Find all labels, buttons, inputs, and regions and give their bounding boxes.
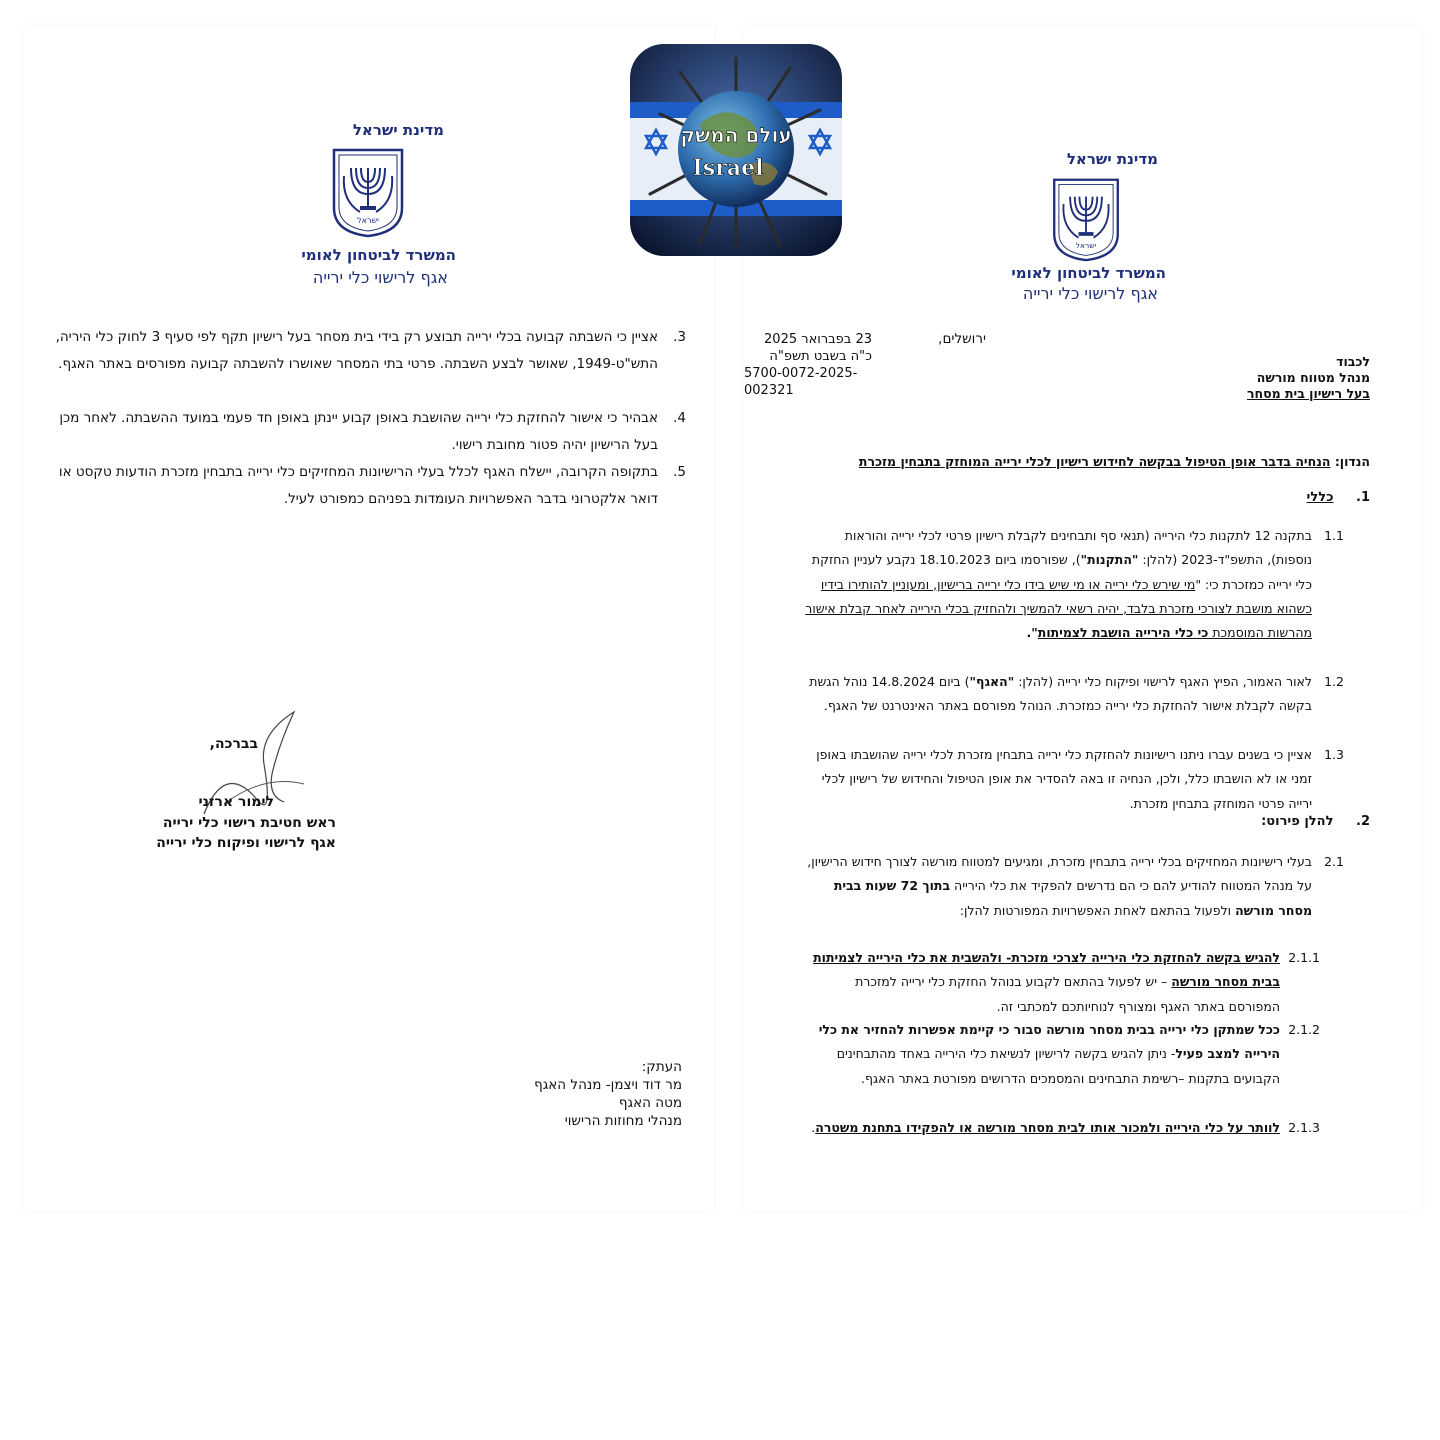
section-heading: 1. כללי bbox=[1306, 490, 1370, 505]
cc-line: מנהלי מחוזות הרישוי bbox=[564, 1113, 682, 1129]
section-heading: 2. להלן פירוט: bbox=[1261, 814, 1370, 829]
list-item: 1.3 אציין כי בשנים עברו ניתנו רישיונות להחזקת כלי ירייה בתבחין מזכרת לכלי ירייה שהושבתו באופן זמני או לא הושבתו כלל, ולכן, הנחיה זו באה להסדיר את אופן הטיפול והחידוש של רישיון לכלי ירייה פרטי המוחזק בתבחין מזכרת. bbox=[816, 747, 1344, 811]
logo-hebrew-text: עולם המשק bbox=[680, 123, 792, 147]
cc-line: מטה האגף bbox=[618, 1095, 682, 1111]
reference-number: 5700-0072-2025-002321 bbox=[744, 366, 858, 398]
cc-line: מר דוד ויצמן- מנהל האגף bbox=[534, 1077, 682, 1093]
list-item: 2.1 בעלי רישיונות המחזיקים בכלי ירייה בתבחין מזכרת, ומגיעים למטווח מורשה לצורך חידוש הרישיון, על מנהל המטווח להודיע להם כי הם נדרשים להפקיד את כלי הירייה בתוך 72 שעות בבית מסחר מורשה ולפעול בהתאם לאחת האפשרויות המפורטות להלן: bbox=[807, 854, 1344, 918]
list-item: 3. אציין כי השבתה קבועה בכלי ירייה תבוצע רק בידי בית מסחר בעל רישיון תקף לפי סעיף 3 לחוק כלי היריה, התש"ט-1949, שאושר לבצע השבתה. פרטי בתי המסחר שאושרו להשבתה קבועה מפורסים באתר האגף. bbox=[55, 329, 686, 372]
date-hebrew: כ"ה בשבט תשפ"ה bbox=[769, 349, 872, 364]
list-item: 2.1.3 לוותר על כלי הירייה ולמכור אותו לבית מסחר מורשה או להפקידו בתחנת משטרה. bbox=[811, 1120, 1320, 1135]
emblem-caption: ישראל bbox=[1075, 240, 1097, 250]
emblem-caption: ישראל bbox=[357, 216, 379, 225]
state-name: מדינת ישראל bbox=[1066, 150, 1158, 168]
letter-page-2 bbox=[24, 28, 714, 1210]
ministry-name: המשרד לביטחון לאומי bbox=[301, 246, 456, 264]
logo-latin-text: Israel bbox=[692, 155, 764, 181]
state-emblem-icon bbox=[330, 146, 406, 238]
state-emblem-icon bbox=[1050, 176, 1122, 262]
date-gregorian: 23 בפברואר 2025 bbox=[764, 332, 872, 347]
subject-label: הנדון: bbox=[1334, 454, 1370, 469]
signer-department: אגף לרישוי ופיקוח כלי ירייה bbox=[156, 835, 336, 851]
list-item: 2.1.2 ככל שמתקן כלי ירייה בבית מסחר מורשה סבור כי קיימת אפשרות להחזיר את כלי הירייה למצב פעיל- ניתן להגיש בקשה לרישיון לנשיאת כלי הירייה באחד מהתבחינים הקבועים בתקנות –רשימת התבחינים והמסמכים הדרושים מפורטת באתר האגף. bbox=[818, 1022, 1320, 1086]
list-item: 2.1.1 להגיש בקשה להחזקת כלי הירייה לצרכי מזכרת- ולהשבית את כלי הירייה לצמיתות בבית מסחר מורשה – יש לפעול בהתאם לקבוע בנוהל החזקת כלי ירייה למזכרת המפורסם באתר האגף ומצורף לנוחיותכם למכתבי זה. bbox=[813, 950, 1320, 1014]
signer-title: ראש חטיבת רישוי כלי ירייה bbox=[162, 815, 336, 831]
list-item: 5. בתקופה הקרובה, יישלח האגף לכלל בעלי הרישיונות המחזיקים כלי ירייה בתבחין מזכרת הודעות טקסט או דואר אלקטרוני בדבר האפשרויות העומדות בפניהם כמפורט לעיל. bbox=[58, 464, 686, 507]
signature-closing: בברכה, bbox=[209, 736, 258, 752]
letter-page-1 bbox=[744, 28, 1420, 1210]
state-name: מדינת ישראל bbox=[352, 121, 444, 139]
cc-label: העתק: bbox=[641, 1059, 682, 1075]
signer-name: לימור ארזני bbox=[198, 794, 274, 810]
recipient-label: לכבוד bbox=[1336, 354, 1370, 369]
recipient-line: בעל רישיון בית מסחר bbox=[1246, 386, 1370, 401]
channel-logo bbox=[630, 44, 842, 256]
date-block bbox=[744, 331, 872, 399]
department-name: אגף לרישוי כלי ירייה bbox=[312, 268, 448, 287]
city: ירושלים, bbox=[938, 331, 986, 347]
subject-line bbox=[800, 454, 1370, 469]
cc-block bbox=[534, 1058, 682, 1130]
subject-text: הנחיה בדבר אופן הטיפול בבקשה לחידוש רישיון לכלי ירייה המוחזק בתבחין מזכרת bbox=[858, 454, 1331, 469]
list-item: 1.2 לאור האמור, הפיץ האגף לרישוי ופיקוח כלי ירייה (להלן: "האגף") ביום 14.8.2024 נוהל הגשת בקשה לקבלת אישור להחזקת כלי ירייה כמזכרת. הנוהל מפורסם באתר האינטרנט של האגף. bbox=[809, 674, 1344, 714]
list-item: 4. אבהיר כי אישור להחזקת כלי ירייה שהושבת באופן קבוע יינתן באופן חד פעמי במועד ההשבתה. לאחר מכן בעל הרישיון יהיה פטור מחובת רישוי. bbox=[59, 410, 686, 453]
recipient-block bbox=[1247, 354, 1370, 402]
ministry-name: המשרד לביטחון לאומי bbox=[1011, 264, 1166, 282]
recipient-line: מנהל מטווח מורשה bbox=[1256, 370, 1370, 385]
list-item: 1.1 בתקנה 12 לתקנות כלי הירייה (תנאי סף ותבחינים לקבלת רישיון פרטי לכלי ירייה והוראות נוספות), התשפ"ד-2023 (להלן: "התקנות"), שפורסמו ביום 18.10.2023 נקבע לעניין החזקת כלי ירייה כמזכרת כי: "מי שירש כלי ירייה או מי שיש בידו כלי ירייה ברישיון, ומעוניין להותירו בידיו כשהוא מושבת לצורכי מזכרת בלבד, יהיה רשאי להמשיך ולהחזיק בכלי הירייה לאחר קבלת אישור מהרשות המוסמכת כי כלי הירייה הושבת לצמיתות". bbox=[805, 528, 1344, 641]
department-name: אגף לרישוי כלי ירייה bbox=[1022, 284, 1158, 303]
